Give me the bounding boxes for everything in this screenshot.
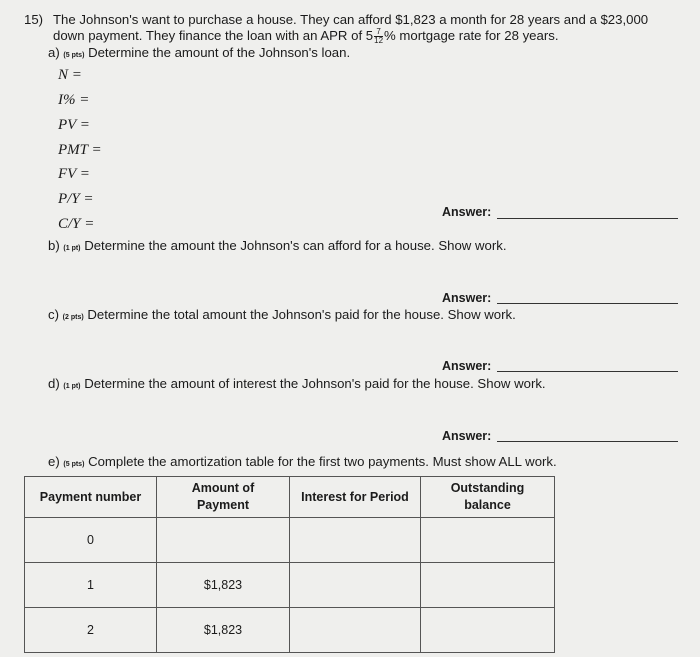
cell-interest[interactable] [290,518,421,563]
part-d [48,376,546,391]
question-line2-post: % mortgage rate for 28 years. [384,28,559,43]
answer-line-c[interactable] [497,371,678,372]
question-number: 15) [24,12,44,27]
question-line2-pre: down payment. They finance the loan with an APR of 5 [53,28,374,43]
answer-label-a: Answer: [442,205,492,219]
header-interest-for-period: Interest for Period [290,477,421,518]
tvm-py: P/Y = [58,191,94,207]
part-b-points: (1 pt) [63,245,81,252]
tvm-n: N = [58,67,82,83]
answer-label-d: Answer: [442,429,492,443]
tvm-i: I% = [58,92,90,108]
part-b-text: Determine the amount the Johnson's can afford for a house. Show work. [84,238,507,253]
part-c-letter: c) [48,307,59,322]
amortization-table [24,476,555,653]
part-e [48,454,557,469]
part-d-text: Determine the amount of interest the Johnson's paid for the house. Show work. [84,376,546,391]
part-a-text: Determine the amount of the Johnson's loan. [88,45,351,60]
part-e-text: Complete the amortization table for the first two payments. Must show ALL work. [88,454,557,469]
answer-label-b: Answer: [442,291,492,305]
part-a-letter: a) [48,45,60,60]
cell-amount: $1,823 [157,608,290,653]
cell-amount: $1,823 [157,563,290,608]
part-e-points: (5 pts) [63,461,85,468]
header-outstanding-balance: Outstanding balance [421,477,555,518]
table-header-row [25,477,555,518]
tvm-pv: PV = [58,117,90,133]
part-e-letter: e) [48,454,60,469]
cell-interest[interactable] [290,608,421,653]
table-row [25,518,555,563]
part-d-points: (1 pt) [63,383,81,390]
tvm-pmt: PMT = [58,142,102,158]
answer-label-c: Answer: [442,359,492,373]
answer-line-a[interactable] [497,218,678,219]
question-text-line1: The Johnson's want to purchase a house. They can afford $1,823 a month for 28 years and a $23,000 [53,12,649,27]
part-c [48,307,516,322]
part-a-points: (5 pts) [63,52,85,59]
cell-interest[interactable] [290,563,421,608]
table-row [25,608,555,653]
cell-payment-number: 2 [25,608,157,653]
part-b [48,238,507,253]
question-text-line2 [53,28,558,45]
fraction-numerator: 7 [374,28,383,37]
tvm-fv: FV = [58,166,90,182]
part-c-points: (2 pts) [62,314,84,321]
answer-line-d[interactable] [497,441,678,442]
apr-fraction [374,28,383,45]
answer-line-b[interactable] [497,303,678,304]
table-row [25,563,555,608]
cell-balance[interactable] [421,563,555,608]
header-payment-number: Payment number [25,477,157,518]
cell-payment-number: 0 [25,518,157,563]
tvm-cy: C/Y = [58,216,95,232]
part-d-letter: d) [48,376,60,391]
header-amount-of-payment: Amount of Payment [157,477,290,518]
cell-amount[interactable] [157,518,290,563]
fraction-denominator: 12 [374,36,384,46]
cell-payment-number: 1 [25,563,157,608]
part-a [48,45,350,60]
part-b-letter: b) [48,238,60,253]
cell-balance[interactable] [421,608,555,653]
part-c-text: Determine the total amount the Johnson's paid for the house. Show work. [87,307,516,322]
cell-balance[interactable] [421,518,555,563]
